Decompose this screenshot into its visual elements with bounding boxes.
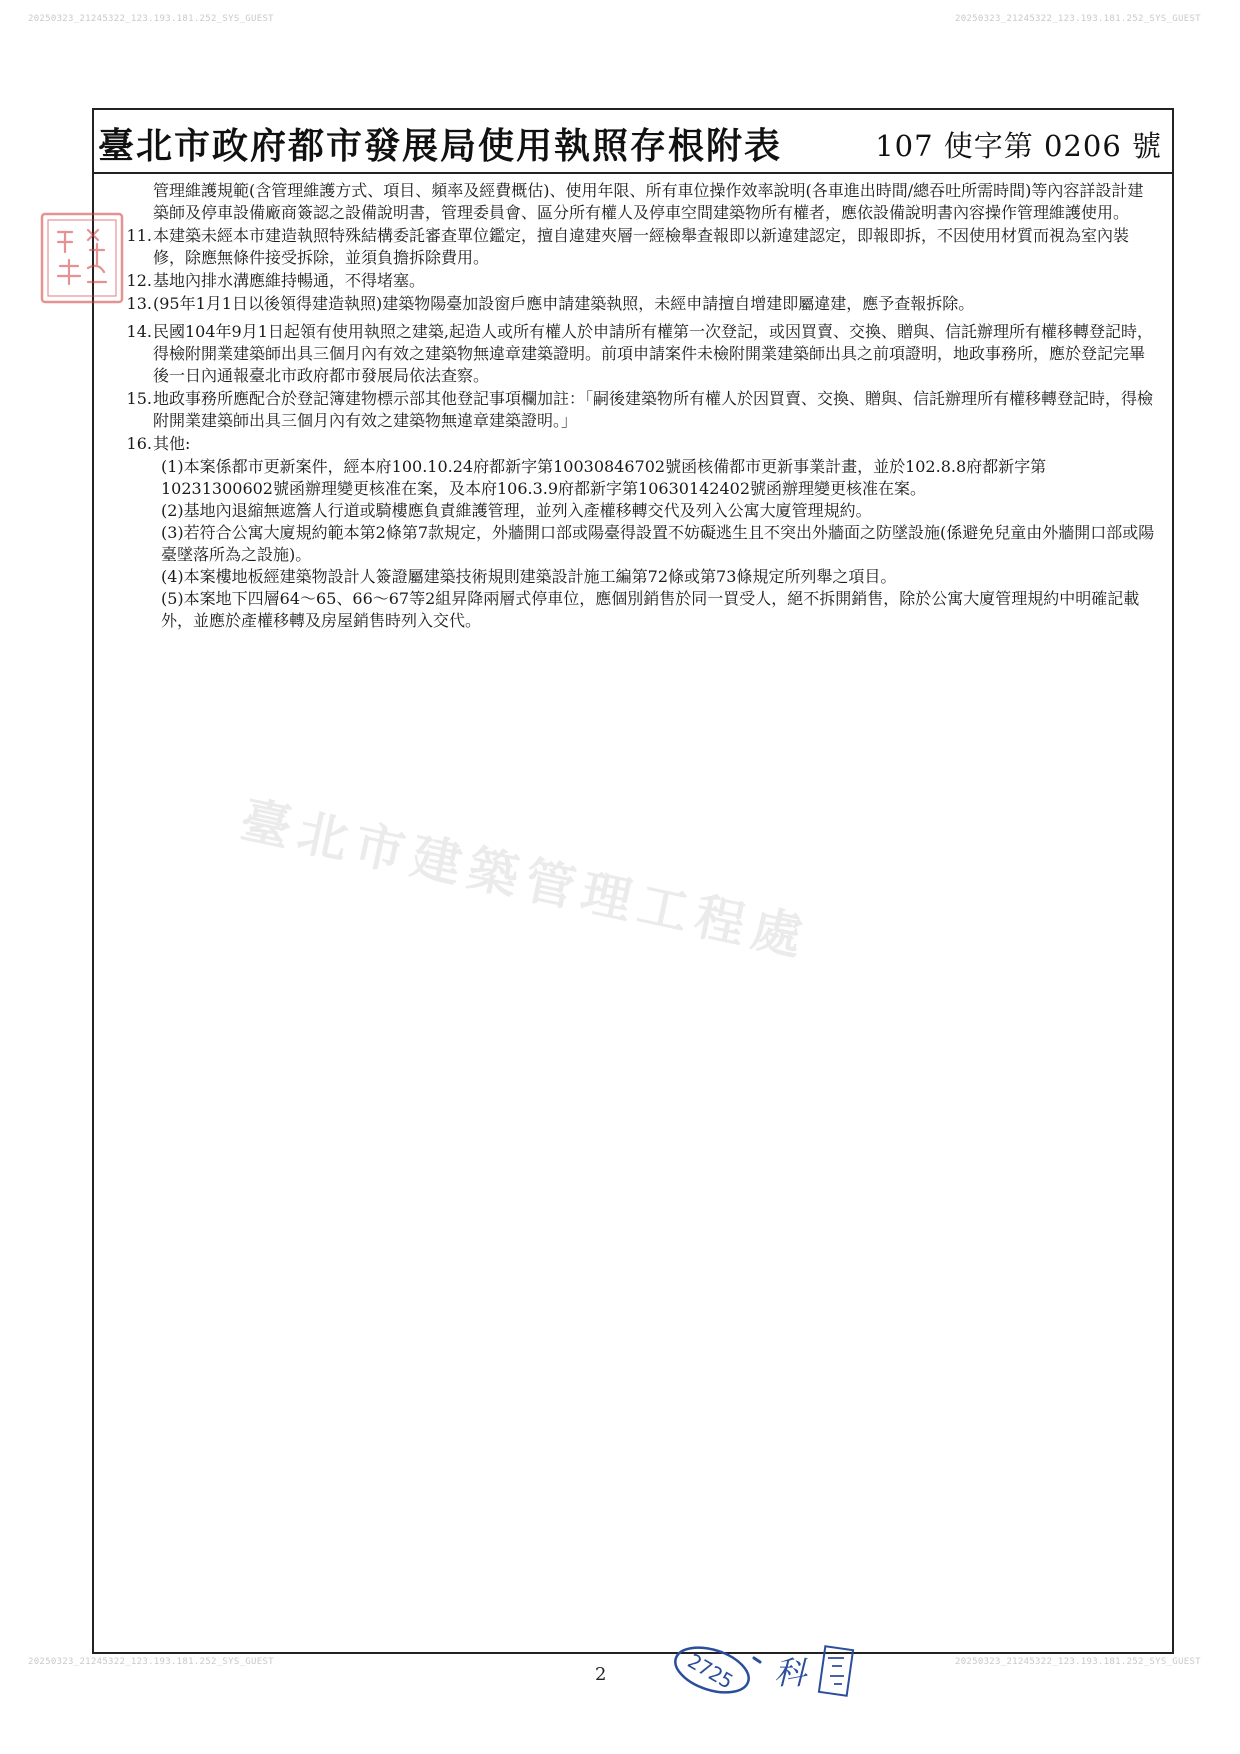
sub-item: (2)基地內退縮無遮簷人行道或騎樓應負責維護管理，並列入產權移轉交代及列入公寓大廈管理規約。 <box>161 501 872 520</box>
item-text: 基地內排水溝應維持暢通，不得堵塞。 <box>153 271 426 290</box>
item-text: 其他: <box>153 434 191 453</box>
list-item <box>108 225 1158 269</box>
list-item <box>108 270 1158 292</box>
item-text: 民國104年9月1日起領有使用執照之建築,起造人或所有權人於申請所有權第一次登記，或因買賣、交換、贈與、信託辦理所有權移轉登記時，得檢附開業建築師出具三個月內有效之建築物無違章建築證明。前項申請案件未檢附開業建築師出具之前項證明，地政事務所，應於登記完畢後一日內通報臺北市政府都市發展局依法查察。 <box>153 322 1153 385</box>
item-text: (95年1月1日以後領得建造執照)建築物陽臺加設窗戶應申請建築執照，未經申請擅自增建即屬違建，應予查報拆除。 <box>153 294 975 313</box>
permit-number: 107 使字第 0206 號 <box>875 129 1162 163</box>
list-item <box>108 388 1158 432</box>
item-number: 12. <box>126 271 152 290</box>
document-header <box>94 110 1172 174</box>
sub-item: (3)若符合公寓大廈規約範本第2條第7款規定，外牆開口部或陽臺得設置不妨礙逃生且不突出外牆面之防墜設施(係避免兒童由外牆開口部或陽臺墜落所為之設施)。 <box>161 523 1155 564</box>
list-item <box>108 293 1158 315</box>
item-text: 管理維護規範(含管理維護方式、項目、頻率及經費概估)、使用年限、所有車位操作效率說明(各車進出時間/總吞吐所需時間)等內容詳設計建築師及停車設備廠商簽認之設備說明書，管理委員會、區分所有權人及停車空間建築物所有權者，應依設備說明書內容操作管理維護使用。 <box>153 181 1144 222</box>
system-tag-top-left: 20250323_21245322_123.193.181.252_SYS_GUEST <box>28 14 274 24</box>
watermark: 臺北市建築管理工程處 <box>235 789 816 969</box>
list-item <box>108 180 1158 224</box>
list-item <box>108 321 1158 387</box>
sub-item: (4)本案樓地板經建築物設計人簽證屬建築技術規則建築設計施工編第72條或第73條規定所列舉之項目。 <box>161 567 897 586</box>
system-tag-bottom-left: 20250323_21245322_123.193.181.252_SYS_GUEST <box>28 1657 274 1667</box>
sub-item: (1)本案係都市更新案件，經本府100.10.24府都新字第10030846702號函核備都市更新事業計畫，並於102.8.8府都新字第10231300602號函辦理變更核准在案，及本府106.3.9府都新字第10630142402號函辦理變更核准在案。 <box>161 457 1047 498</box>
item-number: 14. <box>126 322 152 341</box>
stamp-number: 2725 <box>683 1648 738 1694</box>
sub-item: (5)本案地下四層64～65、66～67等2組昇降兩層式停車位，應個別銷售於同一買受人，絕不拆開銷售，除於公寓大廈管理規約中明確記載外，並應於產權移轉及房屋銷售時列入交代。 <box>161 589 1140 630</box>
stamp-character: 科 <box>773 1654 807 1692</box>
red-seal-stamp <box>38 210 126 306</box>
list-item <box>108 433 1158 632</box>
item-number: 13. <box>126 294 152 313</box>
blue-inspection-stamp <box>666 1640 856 1702</box>
page-number: 2 <box>595 1664 607 1685</box>
document-title: 臺北市政府都市發展局使用執照存根附表 <box>98 125 783 167</box>
system-tag-bottom-right: 20250323_21245322_123.193.181.252_SYS_GUEST <box>955 1657 1201 1667</box>
item-text: 地政事務所應配合於登記簿建物標示部其他登記事項欄加註：「嗣後建築物所有權人於因買賣、交換、贈與、信託辦理所有權移轉登記時，得檢附開業建築師出具三個月內有效之建築物無違章建築證明。」 <box>153 389 1154 430</box>
sub-item-list <box>153 456 1158 632</box>
item-number: 15. <box>126 389 152 408</box>
item-text: 本建築未經本市建造執照特殊結構委託審查單位鑑定，擅自違建夾層一經檢舉查報即以新違建認定，即報即拆，不因使用材質而視為室內裝修，除應無條件接受拆除，並須負擔拆除費用。 <box>153 226 1130 267</box>
document-body <box>108 180 1158 633</box>
item-number: 11. <box>126 226 152 245</box>
item-number: 16. <box>126 434 152 453</box>
system-tag-top-right: 20250323_21245322_123.193.181.252_SYS_GUEST <box>955 14 1201 24</box>
